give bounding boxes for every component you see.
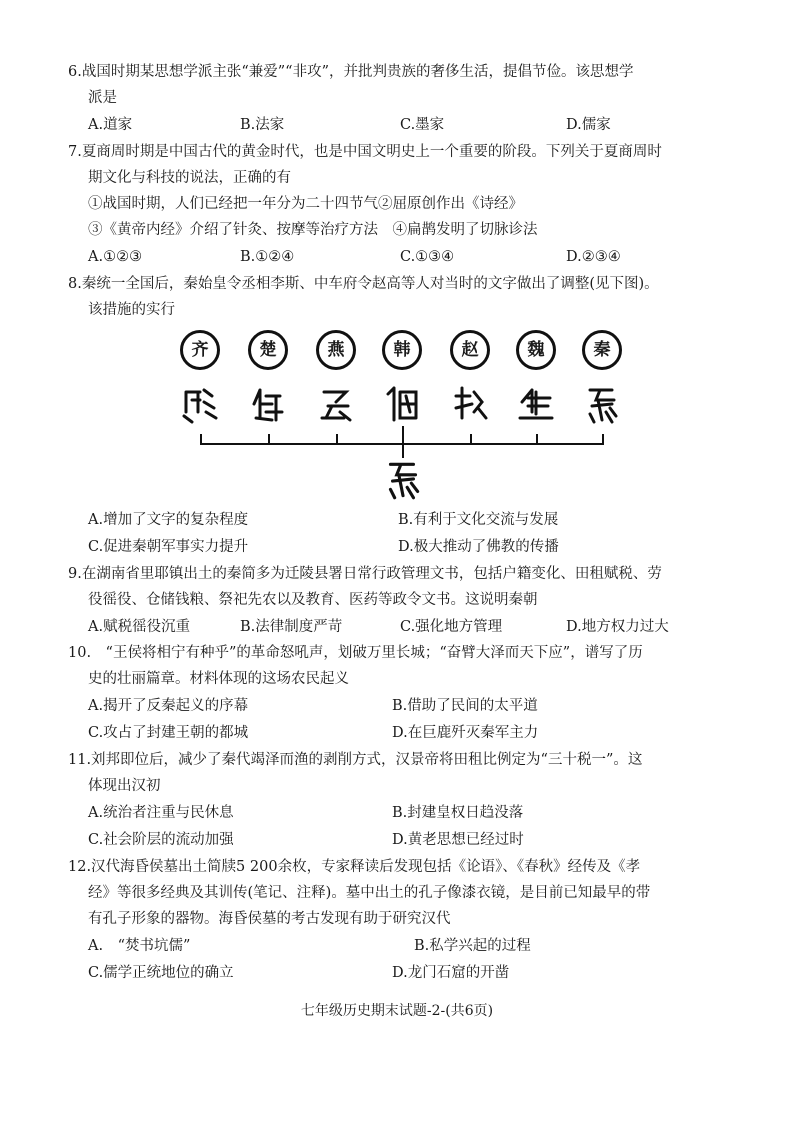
q8-option-d: D.极大推动了佛教的传播 — [398, 539, 559, 555]
q11-stem-line1: 11.刘邦即位后，减少了秦代竭泽而渔的剥削方式，汉景帝将田租比例定为“三十税一”。这 — [68, 752, 643, 768]
q12-stem-line2: 经》等很多经典及其训传(笔记、注释)。墓中出土的孔子像漆衣镜，是目前已知最早的带 — [88, 885, 651, 901]
q12-option-d: D.龙门石窟的开凿 — [392, 965, 510, 981]
bracket-bar — [200, 443, 604, 445]
q7-option-a: A.①②③ — [88, 249, 143, 265]
state-seal-zhao: 赵 — [450, 330, 490, 370]
q11-option-b: B.封建皇权日趋没落 — [392, 805, 524, 821]
ma-han-glyph-icon — [380, 382, 424, 426]
q6-option-a: A.道家 — [88, 117, 133, 133]
q6-option-c: C.墨家 — [400, 117, 445, 133]
q10-option-b: B.借助了民间的太平道 — [392, 698, 538, 714]
q9-option-c: C.强化地方管理 — [400, 619, 503, 635]
q8-option-c: C.促进秦朝军事实力提升 — [88, 539, 249, 555]
q6-stem-line2: 派是 — [88, 90, 117, 106]
q12-option-c: C.儒学正统地位的确立 — [88, 965, 234, 981]
q11-option-a: A.统治者注重与民休息 — [88, 805, 234, 821]
q12-option-a: A. “焚书坑儒” — [88, 938, 191, 954]
state-seal-chu: 楚 — [248, 330, 288, 370]
ma-unified-xiaozhuan-glyph-icon — [380, 456, 426, 504]
q9-option-b: B.法律制度严苛 — [240, 619, 343, 635]
q6-option-d: D.儒家 — [566, 117, 611, 133]
q8-stem-line1: 8.秦统一全国后，秦始皇令丞相李斯、中车府令赵高等人对当时的文字做出了调整(见下图)。 — [68, 276, 659, 292]
ma-zhao-glyph-icon — [448, 382, 492, 426]
q8-stem-line2: 该措施的实行 — [88, 302, 175, 318]
q10-option-c: C.攻占了封建王朝的都城 — [88, 725, 249, 741]
q7-item-line2: ③《黄帝内经》介绍了针灸、按摩等治疗方法 ④扁鹊发明了切脉诊法 — [88, 222, 538, 238]
ma-chu-glyph-icon — [246, 382, 290, 426]
state-seal-wei: 魏 — [516, 330, 556, 370]
q7-stem-line2: 期文化与科技的说法，正确的有 — [88, 170, 291, 186]
q10-option-d: D.在巨鹿歼灭秦军主力 — [392, 725, 539, 741]
q9-option-a: A.赋税徭役沉重 — [88, 619, 191, 635]
q8-option-b: B.有利于文化交流与发展 — [398, 512, 559, 528]
q12-option-b: B.私学兴起的过程 — [414, 938, 531, 954]
ma-qi-glyph-icon — [178, 382, 222, 426]
ma-wei-glyph-icon — [514, 382, 558, 426]
q10-stem-line1: 10. “王侯将相宁有种乎”的革命怒吼声，划破万里长城；“奋臂大泽而天下应”，谱写了历 — [68, 645, 643, 661]
q7-option-b: B.①②④ — [240, 249, 295, 265]
bracket-tick-han — [402, 426, 404, 458]
page-footer: 七年级历史期末试题-2-(共6页) — [300, 1003, 494, 1019]
q6-option-b: B.法家 — [240, 117, 285, 133]
q9-stem-line2: 役徭役、仓储钱粮、祭祀先农以及教育、医药等政令文书。这说明秦朝 — [88, 592, 538, 608]
q7-stem-line1: 7.夏商周时期是中国古代的黄金时代，也是中国文明史上一个重要的阶段。下列关于夏商周时 — [68, 144, 662, 160]
q9-stem-line1: 9.在湖南省里耶镇出土的秦简多为迁陵县署日常行政管理文书，包括户籍变化、田租赋税、劳 — [68, 566, 662, 582]
q8-option-a: A.增加了文字的复杂程度 — [88, 512, 249, 528]
state-seal-qin: 秦 — [582, 330, 622, 370]
state-seal-han: 韩 — [382, 330, 422, 370]
q6-stem-line1: 6.战国时期某思想学派主张“兼爱”“非攻”，并批判贵族的奢侈生活，提倡节俭。该思想学 — [68, 64, 634, 80]
q7-option-c: C.①③④ — [400, 249, 455, 265]
ma-qin-glyph-icon — [580, 382, 624, 426]
script-unification-figure — [160, 322, 630, 512]
q11-option-c: C.社会阶层的流动加强 — [88, 832, 234, 848]
q12-stem-line1: 12.汉代海昏侯墓出土简牍5 200余枚，专家释读后发现包括《论语》、《春秋》经传及《孝 — [68, 859, 641, 875]
q9-option-d: D.地方权力过大 — [566, 619, 669, 635]
q10-option-a: A.揭开了反秦起义的序幕 — [88, 698, 249, 714]
state-seal-yan: 燕 — [316, 330, 356, 370]
state-seal-qi: 齐 — [180, 330, 220, 370]
q10-stem-line2: 史的壮丽篇章。材料体现的这场农民起义 — [88, 671, 349, 687]
q7-item-line1: ①战国时期，人们已经把一年分为二十四节气②屈原创作出《诗经》 — [88, 196, 523, 212]
q7-option-d: D.②③④ — [566, 249, 621, 265]
q11-option-d: D.黄老思想已经过时 — [392, 832, 524, 848]
ma-yan-glyph-icon — [314, 382, 358, 426]
q11-stem-line2: 体现出汉初 — [88, 778, 161, 794]
q12-stem-line3: 有孔子形象的器物。海昏侯墓的考古发现有助于研究汉代 — [88, 911, 451, 927]
